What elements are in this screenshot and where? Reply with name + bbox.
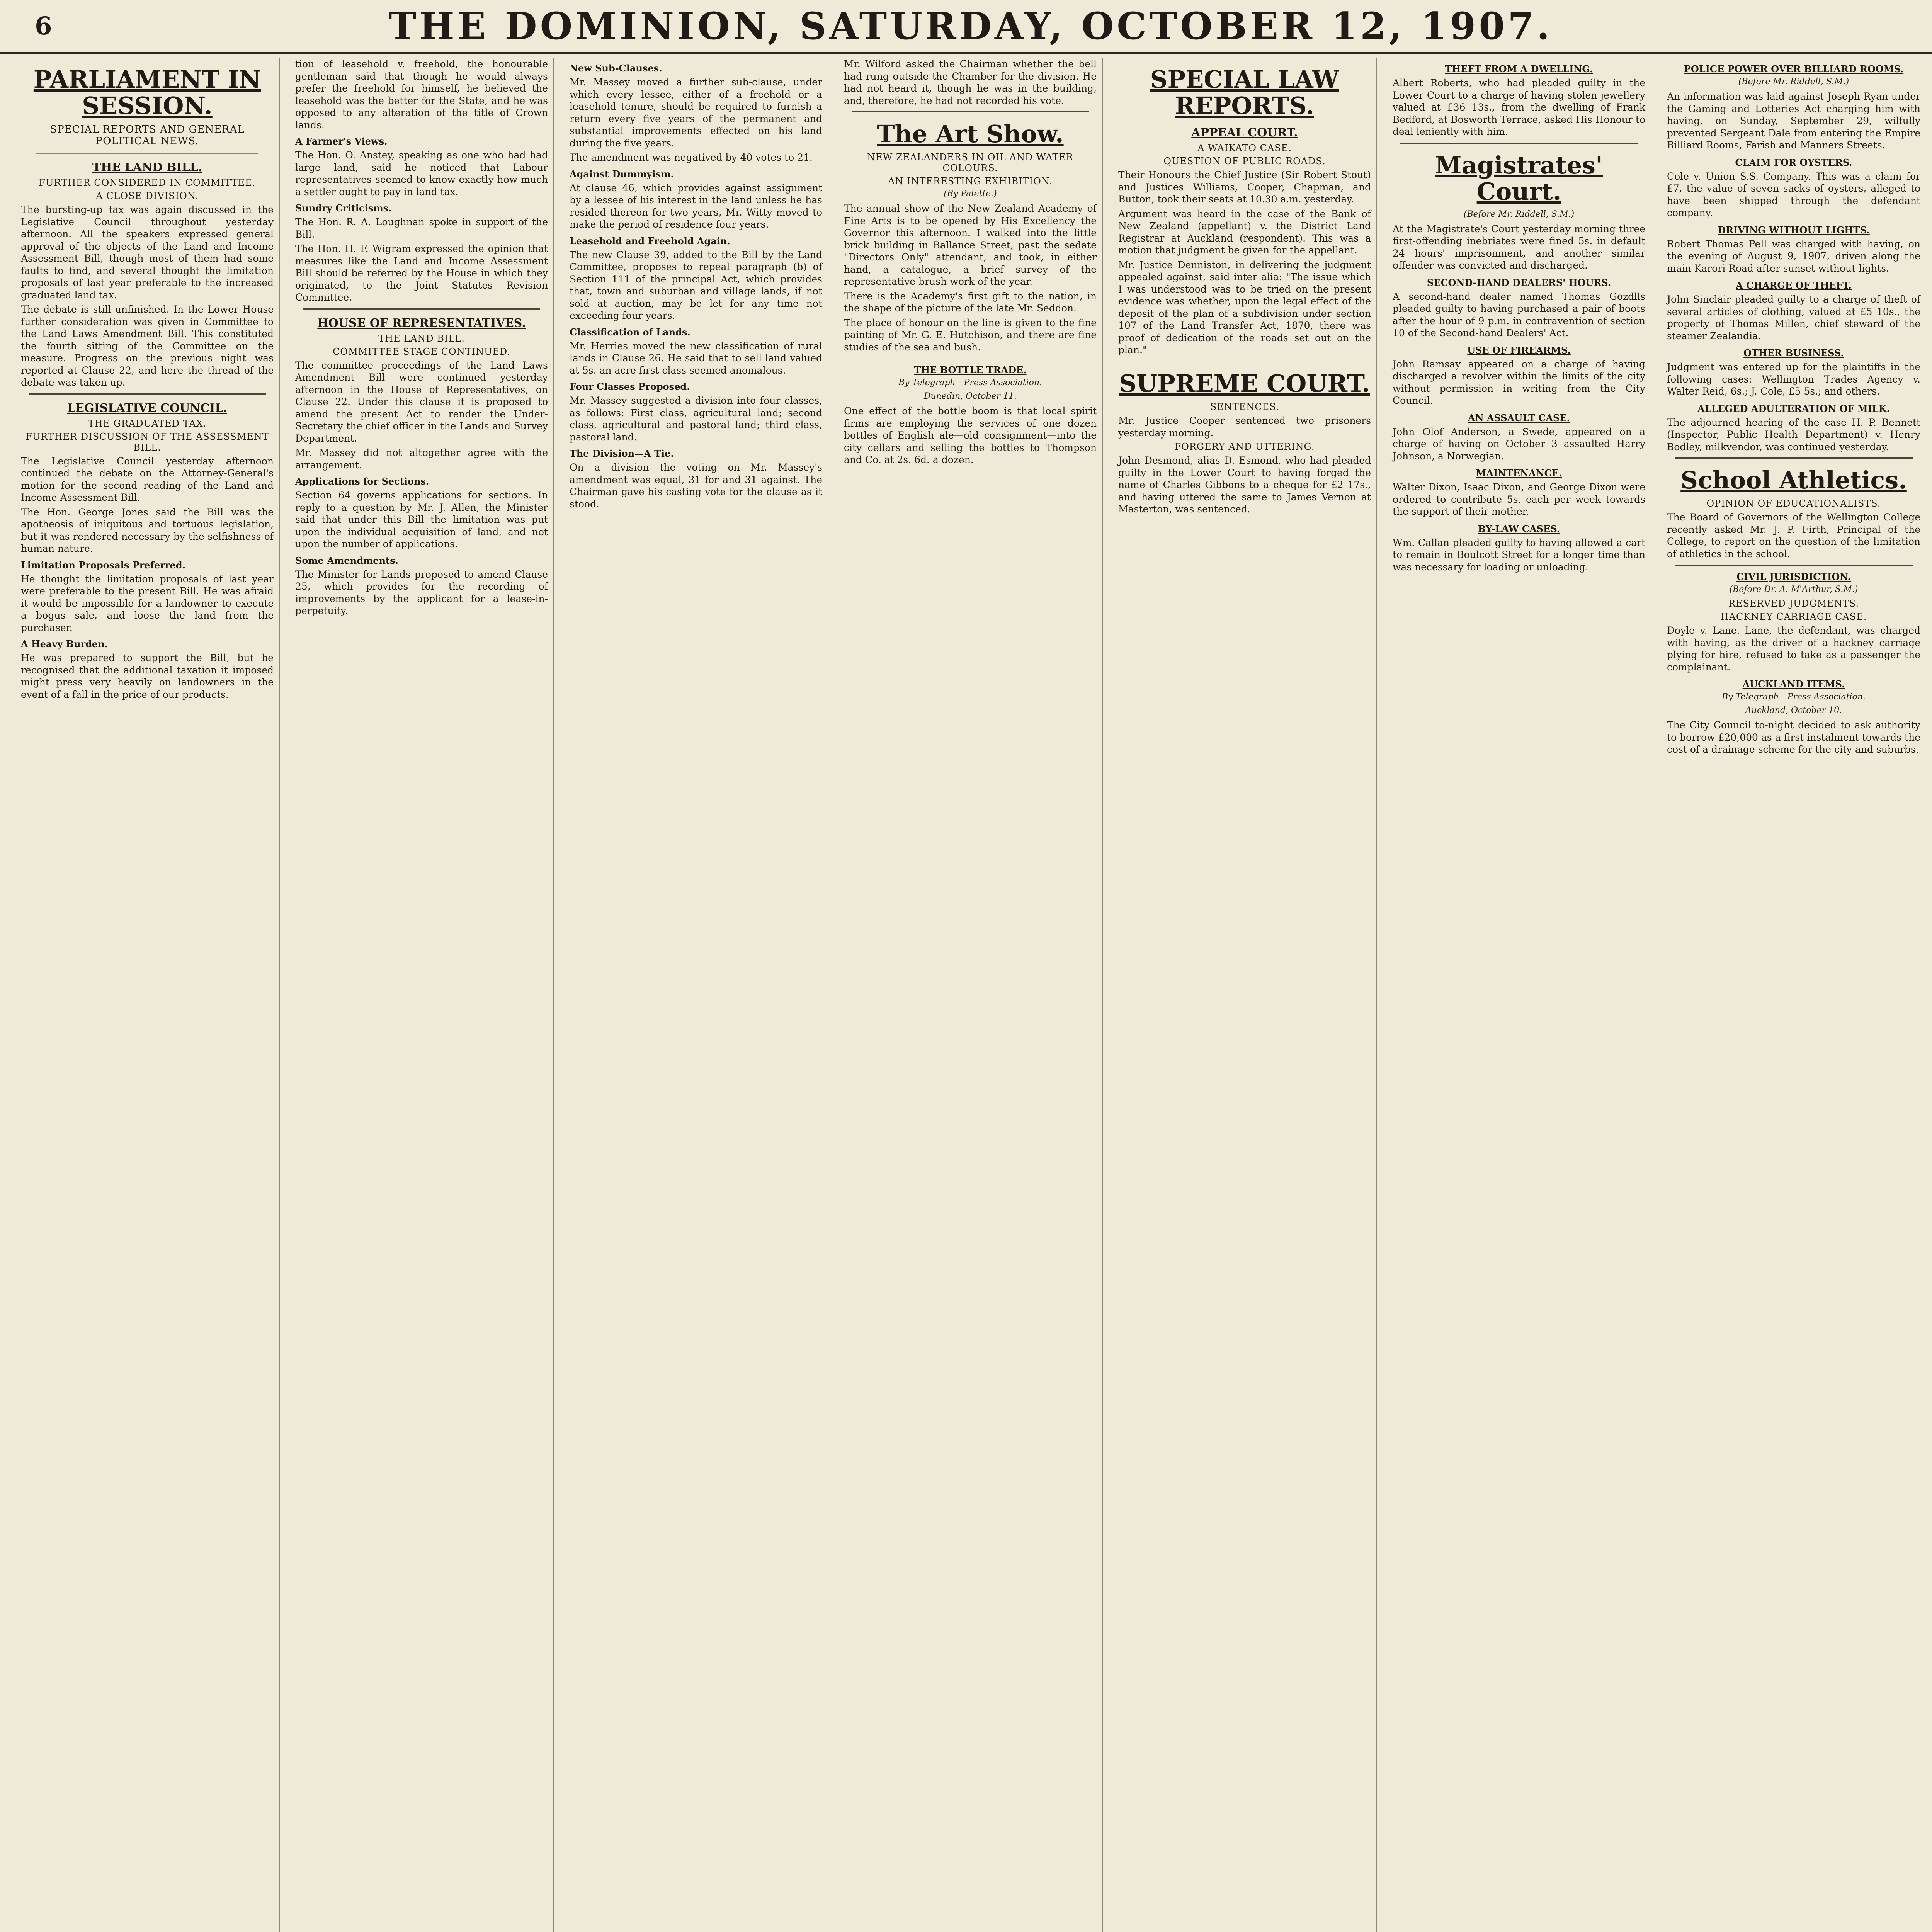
- paragraph: Mr. Herries moved the new classification of rural lands in Clause 26. He said that to sell land valued at 5s. an acre first class seemed anomalous.: [570, 340, 822, 376]
- paragraph: The debate is still unfinished. In the Lower House further consideration was given in Committee to the Land Laws Amendment Bill. This constituted the fourth sitting of the Committee on the measure. Progress on the previous night was reported at Clause 22, and here the thread of the debate was taken up.: [21, 304, 274, 388]
- side-heading: The Division—A Tie.: [570, 448, 674, 459]
- paragraph: The adjourned hearing of the case H. P. Bennett (Inspector, Public Health Department) v. Henry Bodley, milkvendor, was continued yesterday.: [1667, 417, 1920, 452]
- article-subheading: FURTHER DISCUSSION OF THE ASSESSMENT BILL.: [26, 431, 269, 453]
- divider: [1400, 143, 1638, 144]
- article-heading: APPEAL COURT.: [1191, 126, 1298, 140]
- section-heading: PARLIAMENT IN SESSION.: [33, 65, 261, 120]
- article-heading: LEGISLATIVE COUNCIL.: [67, 401, 227, 415]
- paragraph: The amendment was negatived by 40 votes to 21.: [570, 152, 813, 163]
- article-subheading: RESERVED JUDGMENTS.: [1728, 598, 1859, 609]
- paragraph: At clause 46, which provides against assignment by a lessee of his interest in the land unless he has resided thereon for two years, Mr. Witty moved to make the period of residence four years.: [570, 182, 822, 230]
- section-subheading: SPECIAL REPORTS AND GENERAL POLITICAL NEWS.: [50, 124, 245, 147]
- paragraph: A second-hand dealer named Thomas Gozdlls pleaded guilty to having purchased a pair of boots after the hour of 9 p.m. in contravention of section 10 of the Second-hand Dealers' Act.: [1393, 291, 1645, 339]
- paragraph: The place of honour on the line is given to the fine painting of Mr. G. E. Hutchison, and there are fine studies of the sea and bush.: [844, 317, 1097, 353]
- paragraph: The Hon. George Jones said the Bill was the apotheosis of iniquitous and tortuous legislation, but it was rendered necessary by the selfishness of human nature.: [21, 506, 274, 554]
- paragraph: Cole v. Union S.S. Company. This was a claim for £7, the value of seven sacks of oysters, alleged to have been shipped through the defendant company.: [1667, 170, 1920, 218]
- article-subheading: (Before Mr. Riddell, S.M.): [1463, 209, 1575, 219]
- article-subheading: NEW ZEALANDERS IN OIL AND WATER COLOURS.: [867, 152, 1073, 174]
- section-heading: SPECIAL LAW REPORTS.: [1150, 65, 1339, 120]
- divider: [29, 393, 266, 395]
- paragraph: He thought the limitation proposals of last year were preferable to the present Bill. He was afraid it would be impossible for a landowner to execute a bogus sale, and loose the land from the purchaser.: [21, 573, 274, 633]
- article-heading: The Art Show.: [877, 120, 1064, 148]
- newspaper-title: THE DOMINION, SATURDAY, OCTOBER 12, 1907.: [388, 4, 1553, 48]
- side-heading: Against Dummyism.: [570, 168, 674, 180]
- paragraph: Judgment was entered up for the plaintiffs in the following cases: Wellington Trades Agency v. Walter Reid, 6s.; J. Cole, £5 5s.; and others.: [1667, 361, 1920, 397]
- paragraph: Doyle v. Lane. Lane, the defendant, was charged with having, as the driver of a hackney carriage plying for hire, refused to take as a passenger the complainant.: [1667, 625, 1920, 673]
- article-heading: ALLEGED ADULTERATION OF MILK.: [1697, 403, 1890, 414]
- article-subheading: A CLOSE DIVISION.: [96, 190, 199, 202]
- article-subheading: COMMITTEE STAGE CONTINUED.: [333, 346, 510, 357]
- paragraph: Mr. Justice Cooper sentenced two prisoners yesterday morning.: [1118, 415, 1371, 439]
- article-heading: SECOND-HAND DEALERS' HOURS.: [1427, 277, 1611, 288]
- article-heading: AUCKLAND ITEMS.: [1742, 679, 1845, 690]
- divider: [852, 358, 1089, 359]
- paragraph: Mr. Massey did not altogether agree with the arrangement.: [295, 447, 548, 471]
- masthead: [0, 0, 1932, 54]
- side-heading: New Sub-Clauses.: [570, 63, 662, 74]
- side-heading: Limitation Proposals Preferred.: [21, 559, 185, 571]
- article-subheading: (Before Mr. Riddell, S.M.): [1738, 77, 1849, 87]
- paragraph: The committee proceedings of the Land Laws Amendment Bill were continued yesterday afternoon in the House of Representatives, on Clause 22. Under this clause it is proposed to amend the present Act to render the Under-Secretary the chief officer in the Lands and Survey Department.: [295, 359, 548, 444]
- column-5: [1113, 58, 1377, 1932]
- paragraph: Section 64 governs applications for sections. In reply to a question by Mr. J. Allen, the Minister said that under this Bill the limitation was put upon the individual acquisition of land, and not upon the number of applications.: [295, 490, 548, 549]
- dateline: Dunedin, October 11.: [923, 391, 1017, 401]
- column-3: [564, 58, 828, 1932]
- article-subheading: A WAIKATO CASE.: [1197, 143, 1292, 154]
- column-7: [1662, 58, 1926, 1932]
- article-subheading: QUESTION OF PUBLIC ROADS.: [1163, 156, 1326, 167]
- article-subheading: FORGERY AND UTTERING.: [1174, 441, 1315, 452]
- side-heading: Leasehold and Freehold Again.: [570, 235, 730, 247]
- divider: [36, 153, 258, 154]
- byline: (By Palette.): [944, 189, 997, 199]
- article-heading: CLAIM FOR OYSTERS.: [1735, 156, 1852, 168]
- column-6: [1387, 58, 1651, 1932]
- paragraph: The Legislative Council yesterday afternoon continued the debate on the Attorney-General's motion for the second reading of the Land and Income Assessment Bill.: [21, 455, 274, 503]
- paragraph: Wm. Callan pleaded guilty to having allowed a cart to remain in Boulcott Street for a longer time than was necessary for loading or unloading.: [1393, 537, 1645, 573]
- paragraph: On a division the voting on Mr. Massey's amendment was equal, 31 for and 31 against. The Chairman gave his casting vote for the clause as it stood.: [570, 462, 822, 510]
- article-subheading: OPINION OF EDUCATIONALISTS.: [1706, 498, 1881, 509]
- columns: [15, 58, 1926, 1932]
- article-subheading: THE LAND BILL.: [378, 333, 465, 344]
- paragraph: Mr. Massey moved a further sub-clause, under which every lessee, either of a freehold or a leasehold tenure, should be required to furnish a return every five years of the permanent and substantial improvements effected on his land during the five years.: [570, 77, 822, 149]
- paragraph: There is the Academy's first gift to the nation, in the shape of the picture of the late Mr. Seddon.: [844, 290, 1097, 314]
- article-heading: BY-LAW CASES.: [1478, 523, 1560, 534]
- article-heading: AN ASSAULT CASE.: [1468, 412, 1570, 423]
- byline: By Telegraph—Press Association.: [898, 378, 1042, 388]
- paragraph: Robert Thomas Pell was charged with having, on the evening of August 9, 1907, driven along the main Karori Road after sunset without lights.: [1667, 238, 1920, 274]
- paragraph: Mr. Massey suggested a division into four classes, as follows: First class, agricultural land; second class, agricultural and pastoral land; third class, pastoral land.: [570, 395, 822, 443]
- article-heading: HOUSE OF REPRESENTATIVES.: [317, 316, 526, 330]
- article-heading: A CHARGE OF THEFT.: [1736, 280, 1852, 291]
- paragraph: Mr. Justice Denniston, in delivering the judgment appealed against, said inter alia: "The issue which I was understood was to be tried on the present evidence was whether, upon the legal effect of the deposit of the plan of a subdivision under section 107 of the Land Transfer Act, 1870, there was proof of dedication of the roads set out on the plan.": [1118, 259, 1371, 356]
- side-heading: A Heavy Burden.: [21, 638, 108, 650]
- article-heading: Magistrates' Court.: [1435, 151, 1603, 206]
- paragraph: Their Honours the Chief Justice (Sir Robert Stout) and Justices Williams, Cooper, Chapman, and Button, took their seats at 10.30 a.m. yesterday.: [1118, 169, 1371, 205]
- article-subheading: THE GRADUATED TAX.: [88, 418, 207, 429]
- paragraph: The Board of Governors of the Wellington College recently asked Mr. J. P. Firth, Principal of the College, to report on the question of the limitation of athletics in the school.: [1667, 512, 1920, 560]
- column-2: [290, 58, 554, 1932]
- paragraph: The annual show of the New Zealand Academy of Fine Arts is to be opened by His Excellency the Governor this afternoon. I walked into the little brick building in Ballance Street, past the sedate "Directors Only" attendant, and took, in either hand, a catalogue, a brief survey of the representative brush-work of the year.: [844, 203, 1097, 287]
- paragraph: Mr. Wilford asked the Chairman whether the bell had rung outside the Chamber for the division. He had not heard it, though he was in the building, and, therefore, he had not recorded his vote.: [844, 58, 1097, 106]
- paragraph: One effect of the bottle boom is that local spirit firms are employing the services of one dozen bottles of English ale—old consignment—into the city cellars and selling the bottles to Thompson and Co. at 2s. 6d. a dozen.: [844, 405, 1097, 466]
- column-1: [15, 58, 280, 1932]
- article-heading: THE BOTTLE TRADE.: [914, 364, 1027, 376]
- dateline: Auckland, October 10.: [1745, 706, 1842, 716]
- divider: [1675, 565, 1913, 566]
- paragraph: He was prepared to support the Bill, but he recognised that the additional taxation it imposed might press very heavily on landowners in the event of a fall in the price of our products.: [21, 652, 274, 700]
- article-heading: CIVIL JURISDICTION.: [1736, 571, 1851, 583]
- side-heading: Applications for Sections.: [295, 476, 429, 487]
- article-heading: THEFT FROM A DWELLING.: [1445, 63, 1593, 75]
- page-number: 6: [35, 11, 52, 41]
- paragraph: At the Magistrate's Court yesterday morning three first-offending inebriates were fined 5s. in default 24 hours' imprisonment, and another similar offender was convicted and discharged.: [1393, 223, 1645, 271]
- article-heading: DRIVING WITHOUT LIGHTS.: [1718, 224, 1870, 236]
- paragraph: John Olof Anderson, a Swede, appeared on a charge of having on October 3 assaulted Harry Johnson, a Norwegian.: [1393, 426, 1645, 462]
- article-heading: OTHER BUSINESS.: [1743, 347, 1844, 359]
- divider: [1675, 457, 1913, 459]
- article-subheading: FURTHER CONSIDERED IN COMMITTEE.: [39, 177, 256, 189]
- paragraph: tion of leasehold v. freehold, the honourable gentleman said that though he would always prefer the freehold for himself, he believed the leasehold was the better for the State, and he was opposed to any alteration of the title of Crown lands.: [295, 58, 548, 131]
- article-heading: THE LAND BILL.: [92, 161, 202, 175]
- side-heading: Some Amendments.: [295, 554, 398, 566]
- side-heading: A Farmer's Views.: [295, 136, 388, 147]
- paragraph: John Sinclair pleaded guilty to a charge of theft of several articles of clothing, valued at £5 10s., the property of Thomas Millen, chief steward of the steamer Zealandia.: [1667, 294, 1920, 342]
- article-subheading: AN INTERESTING EXHIBITION.: [888, 176, 1053, 187]
- article-heading: USE OF FIREARMS.: [1467, 344, 1571, 356]
- article-subheading: SENTENCES.: [1210, 401, 1279, 413]
- paragraph: Argument was heard in the case of the Bank of New Zealand (appellant) v. the District Land Registrar at Auckland (respondent). This was a motion that judgment be given for the appellant.: [1118, 208, 1371, 256]
- divider: [1126, 361, 1363, 362]
- paragraph: Walter Dixon, Isaac Dixon, and George Dixon were ordered to contribute 5s. each per week towards the support of their mother.: [1393, 481, 1645, 517]
- divider: [303, 308, 540, 310]
- article-heading: MAINTENANCE.: [1476, 468, 1562, 479]
- article-subheading: HACKNEY CARRIAGE CASE.: [1720, 611, 1867, 622]
- paragraph: The Hon. O. Anstey, speaking as one who had had large land, said he noticed that Labour representatives seemed to know exactly how much a settler ought to pay in land tax.: [295, 150, 548, 197]
- article-heading: SUPREME COURT.: [1119, 369, 1370, 398]
- paragraph: Albert Roberts, who had pleaded guilty in the Lower Court to a charge of having stolen jewellery valued at £36 13s., from the dwelling of Frank Bedford, at Bosworth Terrace, asked His Honour to deal leniently with him.: [1393, 77, 1645, 137]
- paragraph: The bursting-up tax was again discussed in the Legislative Council throughout yesterday afternoon. All the speakers expressed general approval of the objects of the Land and Income Assessment Bill, though most of them had some faults to find, and several thought the limitation proposals of last year preferable to the increased graduated land tax.: [21, 204, 274, 301]
- side-heading: Sundry Criticisms.: [295, 202, 392, 214]
- side-heading: Four Classes Proposed.: [570, 381, 690, 392]
- article-subheading: (Before Dr. A. M'Arthur, S.M.): [1729, 585, 1858, 595]
- paragraph: The new Clause 39, added to the Bill by the Land Committee, proposes to repeal paragraph (b) of Section 111 of the principal Act, which provides that, town and suburban and village lands, if not sold at auction, may be let for any time not exceeding four years.: [570, 249, 822, 321]
- paragraph: The City Council to-night decided to ask authority to borrow £20,000 as a first instalment towards the cost of a drainage scheme for the city and suburbs.: [1667, 719, 1920, 755]
- divider: [852, 111, 1089, 112]
- paragraph: An information was laid against Joseph Ryan under the Gaming and Lotteries Act charging him with having, on Sunday, September 29, wilfully prevented Sergeant Dale from entering the Empire Billiard Rooms, Farish and Manners Streets.: [1667, 91, 1920, 151]
- byline: By Telegraph—Press Association.: [1722, 692, 1866, 702]
- paragraph: John Desmond, alias D. Esmond, who had pleaded guilty in the Lower Court to having forged the name of Charles Gibbons to a cheque for £2 17s., and having uttered the same to James Vernon at Masterton, was sentenced.: [1118, 455, 1371, 515]
- column-4: [838, 58, 1103, 1932]
- side-heading: Classification of Lands.: [570, 326, 690, 338]
- paragraph: The Hon. H. F. Wigram expressed the opinion that measures like the Land and Income Assessment Bill should be referred by the House in which they originated, to the Joint Statutes Revision Committee.: [295, 243, 548, 303]
- paragraph: The Minister for Lands proposed to amend Clause 25, which provides for the recording of improvements by the applicant for a lease-in-perpetuity.: [295, 568, 548, 616]
- paragraph: The Hon. R. A. Loughnan spoke in support of the Bill.: [295, 216, 548, 240]
- article-heading: School Athletics.: [1680, 466, 1907, 494]
- paragraph: John Ramsay appeared on a charge of having discharged a revolver within the limits of the city without permission in writing from the City Council.: [1393, 358, 1645, 406]
- article-heading: POLICE POWER OVER BILLIARD ROOMS.: [1684, 63, 1904, 75]
